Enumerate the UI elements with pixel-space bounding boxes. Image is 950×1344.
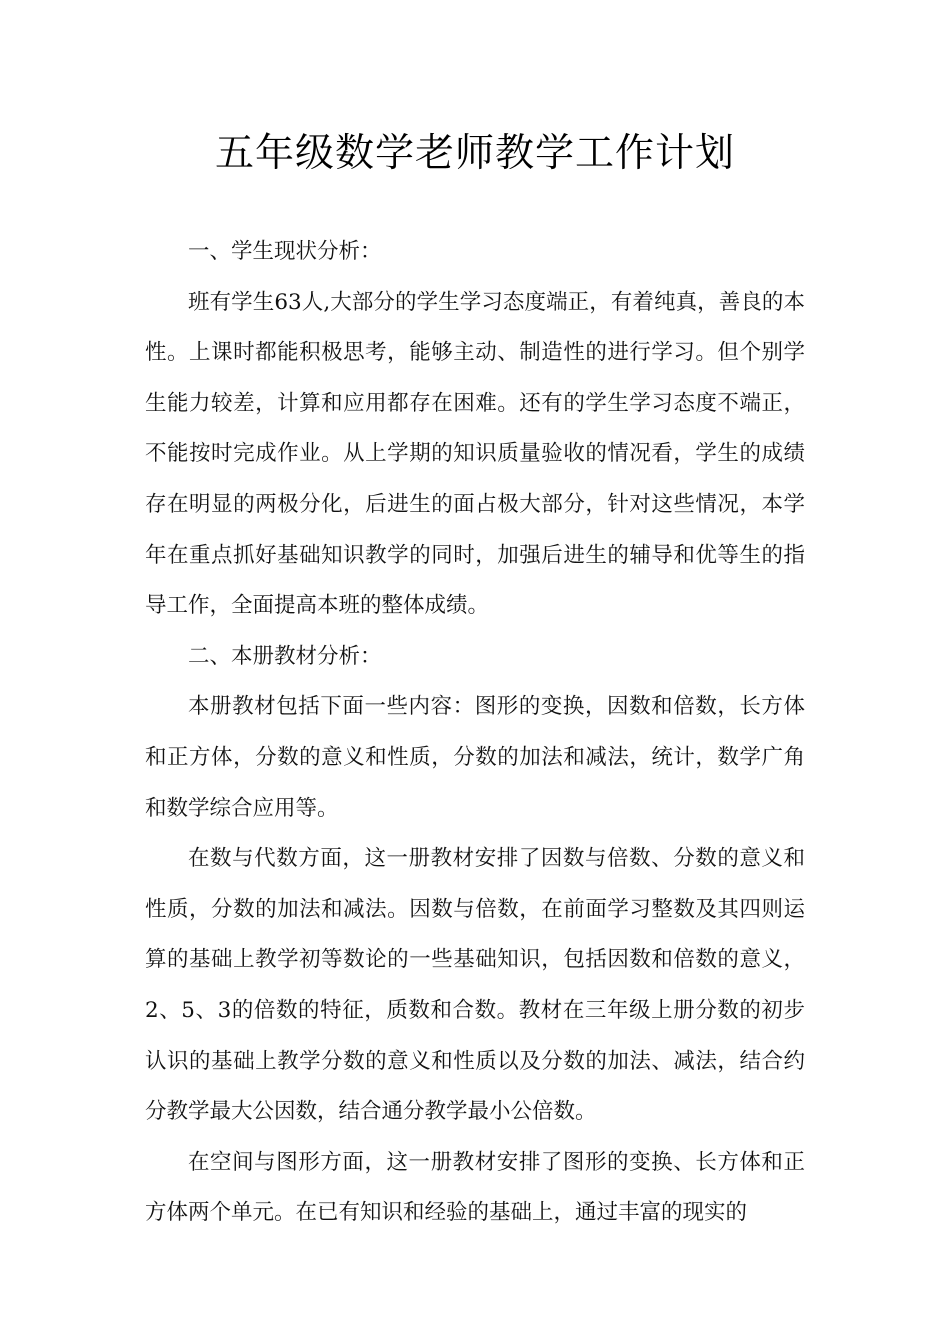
- paragraph-space-geometry: 在空间与图形方面，这一册教材安排了图形的变换、长方体和正方体两个单元。在已有知识和经验的基础上，通过丰富的现实的: [145, 1149, 805, 1226]
- paragraph-numbers-algebra: 在数与代数方面，这一册教材安排了因数与倍数、分数的意义和性质，分数的加法和减法。因数与倍数，在前面学习整数及其四则运算的基础上教学初等数论的一些基础知识，包括因数和倍数的意义，2、5、3的倍数的特征，质数和合数。教材在三年级上册分数的初步认识的基础上教学分数的意义和性质以及分数的加法、减法，结合约分教学最大公因数，结合通分教学最小公倍数。: [145, 846, 805, 1125]
- paragraph-student-analysis: 班有学生63人,大部分的学生学习态度端正，有着纯真，善良的本性。上课时都能积极思考，能够主动、制造性的进行学习。但个别学生能力较差，计算和应用都存在困难。还有的学生学习态度不端正，不能按时完成作业。从上学期的知识质量验收的情况看，学生的成绩存在明显的两极分化，后进生的面占极大部分，针对这些情况，本学年在重点抓好基础知识教学的同时，加强后进生的辅导和优等生的指导工作，全面提高本班的整体成绩。: [145, 289, 805, 619]
- section-heading-student-analysis: 一、学生现状分析：: [188, 239, 382, 264]
- section-heading-textbook-analysis: 二、本册教材分析：: [188, 643, 382, 669]
- document-body: [145, 227, 805, 1239]
- document-title: 五年级数学老师教学工作计划: [214, 131, 735, 176]
- paragraph-textbook-contents: 本册教材包括下面一些内容：图形的变换，因数和倍数，长方体和正方体，分数的意义和性质，分数的加法和减法，统计，数学广角和数学综合应用等。: [145, 694, 805, 821]
